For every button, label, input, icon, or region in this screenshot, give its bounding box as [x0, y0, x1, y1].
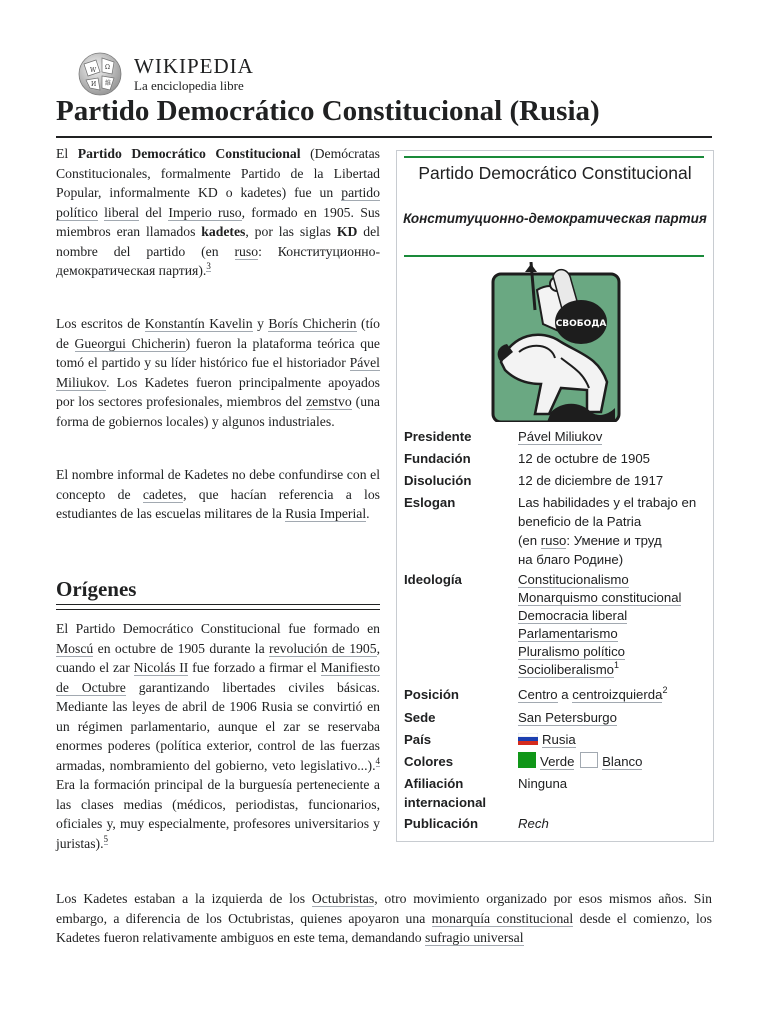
link-monarquia-constitucional[interactable]: monarquía constitucional	[431, 910, 574, 926]
intro-paragraph-1: El Partido Democrático Constitucional (Demócratas Constitucionales, formalmente Partido de la Libertad Popular, informalmente KD o kadetes) fue un partido político liberal del Imperio ruso, formado en 1905. Sus miembros eran llamados kadetes, por las siglas KD del nombre del partido (en ruso: Конституционно-демократическая партия).$^3$	[56, 146, 381, 278]
reference-4[interactable]: 4	[375, 755, 380, 766]
infobox-value: Las habilidades y el trabajo en beneficio de la Patria (en ruso: Умение и труд на благо Родине)	[518, 495, 697, 567]
link-cadetes[interactable]: cadetes	[142, 486, 184, 502]
infobox-top-line	[404, 156, 704, 158]
infobox-label: Colores	[404, 754, 454, 769]
link-ideologia-item[interactable]: Constitucionalismo	[518, 572, 629, 587]
reference-1[interactable]: 1	[614, 660, 620, 670]
origenes-paragraph-1: El Partido Democrático Constitucional fue formado en Moscú en octubre de 1905 durante la revolución de 1905, cuando el zar Nicolás II fue forzado a firmar el Manifiesto de Octubre garantizando libertades civiles básicas. Mediante las leyes de abril de 1906 Rusia se convirtió en un régimen parlamentario, aunque el zar se reservaba enormes poderes (política exterior, control de las fuerzas armadas, nombramiento del gobierno, veto legislativo...).$^4$ Era la formación principal de la burguesía perteneciente a las clases medias (médicos, periodistas, funcionarios, oficiales y, muy especialmente, profesores universitarios y juristas).$^5$	[56, 621, 380, 851]
link-ideologia-item[interactable]: Monarquismo constitucional	[518, 590, 682, 605]
link-verde[interactable]: Verde	[540, 754, 575, 769]
link-sede[interactable]: San Petersburgo	[518, 710, 617, 725]
infobox-value: 12 de octubre de 1905	[518, 451, 650, 466]
link-ideologia-item[interactable]: Parlamentarismo	[518, 626, 618, 641]
link-gueorgui-chicherin[interactable]: Gueorgui Chicherin	[74, 335, 186, 351]
wikipedia-globe-logo[interactable]	[74, 52, 126, 96]
party-infobox: Partido Democrático Constitucional Конституционно-демократическая партия СВОБОДА Presidente Pável Miliukov Fundación 12 de octubre de 1905 Disolución 12 de diciembre de 1917 Eslogan Las habilidades y el trabajo en beneficio de la Patria (en ruso: Умение и труд на благо Родине) Ideología Constitucionalismo Monarquismo constitucional Democracia liberal Parlamentarismo Pluralismo político Socioliberalismo$^1$ Posición Centro a centroizquierda$^2$ Sede San Petersburgo País Rusia Colores Verde Blanco Afiliación internacional Ninguna Publicación Rech	[396, 150, 714, 842]
svg-text:W: W	[90, 67, 97, 74]
infobox-label: Afiliación internacional	[404, 776, 487, 810]
reference-3[interactable]: 3	[206, 261, 211, 271]
infobox-native-name: Конституционно-демократическая партия	[403, 211, 707, 226]
white-color-swatch	[580, 752, 598, 768]
link-ruso-eslogan[interactable]: ruso	[540, 533, 567, 548]
svg-text:И: И	[91, 81, 97, 88]
link-rusia[interactable]: Rusia	[542, 732, 576, 747]
link-rusia-imperial[interactable]: Rusia Imperial	[285, 506, 367, 521]
reference-5[interactable]: 5	[103, 833, 109, 844]
link-ruso[interactable]: ruso	[234, 243, 259, 259]
section-heading-origenes: Orígenes	[56, 577, 137, 601]
link-konstantin-kavelin[interactable]: Konstantín Kavelin	[144, 316, 253, 331]
link-blanco[interactable]: Blanco	[602, 754, 643, 769]
infobox-title: Partido Democrático Constitucional	[418, 163, 692, 183]
infobox-label: Sede	[404, 710, 436, 725]
title-divider	[56, 136, 712, 138]
wikipedia-wordmark[interactable]: WIKIPEDIA	[134, 54, 254, 78]
infobox-label: Posición	[404, 687, 459, 702]
infobox-title-line	[404, 255, 704, 257]
link-zemstvo[interactable]: zemstvo	[306, 394, 352, 409]
link-partido-politico[interactable]: partido político	[56, 185, 380, 220]
infobox-value: 12 de diciembre de 1917	[518, 473, 664, 488]
infobox-label: Presidente	[404, 429, 472, 444]
link-pavel-miliukov[interactable]: Pável Miliukov	[56, 355, 380, 390]
link-sufragio-universal[interactable]: sufragio universal	[425, 930, 524, 945]
link-ideologia-item[interactable]: Pluralismo político	[518, 644, 626, 659]
link-revolucion-1905[interactable]: revolución de 1905	[269, 640, 377, 656]
link-ideologia-item[interactable]: Democracia liberal	[518, 608, 628, 623]
infobox-value: Rech	[518, 816, 549, 831]
infobox-value: Ninguna	[518, 776, 568, 791]
infobox-label: Publicación	[404, 816, 479, 831]
infobox-label: Ideología	[404, 572, 462, 587]
link-ideologia-item[interactable]: Socioliberalismo	[518, 662, 615, 677]
emblem-shield-text: СВОБОДА	[555, 319, 607, 329]
section-divider-bottom	[56, 609, 380, 610]
link-liberal[interactable]: liberal	[104, 204, 140, 220]
infobox-label: País	[404, 732, 432, 747]
infobox-label: Eslogan	[404, 495, 456, 510]
infobox-label: Disolución	[404, 473, 472, 488]
russia-flag-icon	[518, 733, 538, 745]
intro-paragraph-3: El nombre informal de Kadetes no debe confundirse con el concepto de cadetes, que hacían referencia a los estudiantes de las escuelas militares de la Rusia Imperial.	[56, 467, 380, 521]
section-divider-top	[56, 604, 380, 605]
link-nicolas-ii[interactable]: Nicolás II	[133, 660, 189, 675]
link-centro[interactable]: Centro	[518, 687, 558, 702]
infobox-label: Fundación	[404, 451, 471, 466]
link-centroizquierda[interactable]: centroizquierda	[572, 687, 663, 702]
link-imperio-ruso[interactable]: Imperio ruso	[168, 204, 242, 220]
intro-paragraph-2: Los escritos de Konstantín Kavelin y Borís Chicherin (tío de Gueorgui Chicherin) fueron la plataforma teórica que tomó el partido y su líder histórico fue el historiador Pável Miliukov. Los Kadetes fueron principalmente apoyados por los sectores profesionales, miembros del zemstvo (una forma de gobiernos locales) y algunos industriales.	[56, 316, 381, 429]
origenes-paragraph-2: Los Kadetes estaban a la izquierda de los Octubristas, otro movimiento organizado por esos mismos años. Sin embargo, a diferencia de los Octubristas, quienes apoyaron una monarquía constitucional desde el comienzo, los Kadetes fueron relativamente ambiguos en este tema, demandando sufragio universal	[56, 891, 712, 945]
green-color-swatch	[518, 752, 536, 768]
wikipedia-tagline: La enciclopedia libre	[134, 78, 244, 93]
svg-text:Ω: Ω	[105, 64, 110, 71]
reference-2[interactable]: 2	[662, 685, 668, 695]
link-boris-chicherin[interactable]: Borís Chicherin	[268, 316, 357, 331]
party-emblem-image[interactable]	[491, 262, 621, 422]
link-octubristas[interactable]: Octubristas	[311, 891, 375, 906]
link-presidente[interactable]: Pável Miliukov	[518, 429, 603, 444]
svg-text:維: 維	[105, 80, 112, 87]
page-title: Partido Democrático Constitucional (Rusia)	[56, 95, 600, 127]
link-manifiesto-octubre[interactable]: Manifiesto de Octubre	[56, 660, 380, 695]
link-moscu[interactable]: Moscú	[56, 640, 94, 656]
